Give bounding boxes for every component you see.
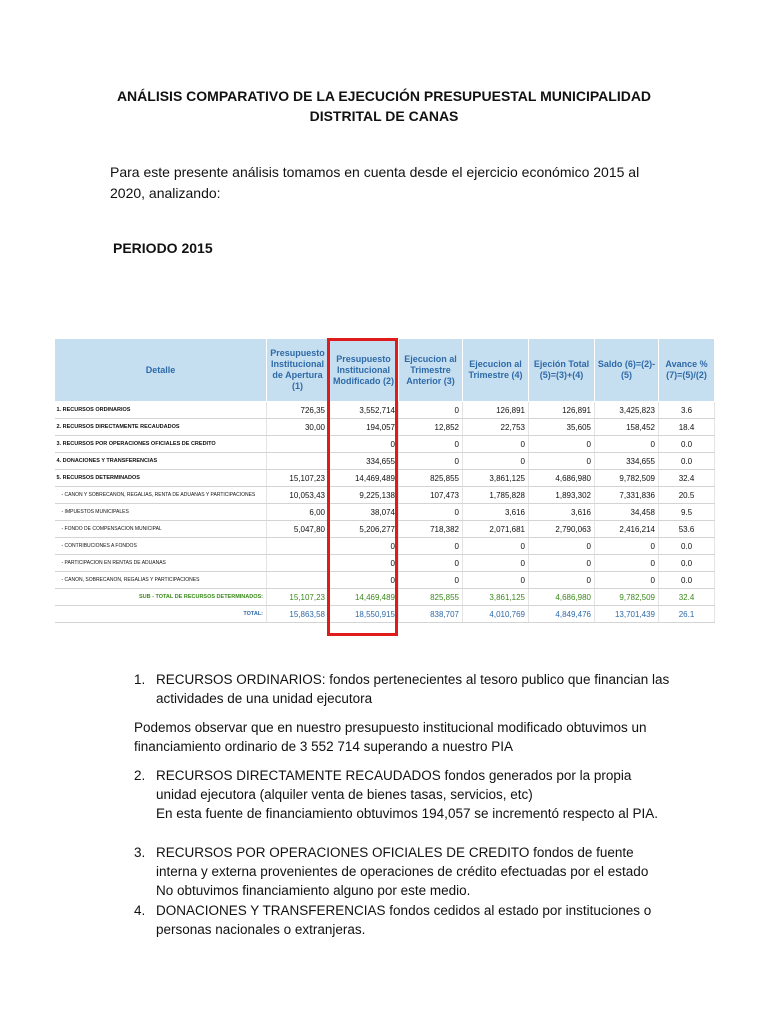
cell-detalle: - PARTICIPACION EN RENTAS DE ADUANAS xyxy=(55,555,267,572)
cell-detalle: - IMPUESTOS MUNICIPALES xyxy=(55,504,267,521)
cell-pim: 334,655 xyxy=(329,453,399,470)
cell-pim: 9,225,138 xyxy=(329,487,399,504)
cell-pia: 15,107,23 xyxy=(267,470,329,487)
cell-pia: 10,053,43 xyxy=(267,487,329,504)
list-extra: En esta fuente de financiamiento obtuvimos 194,057 se incrementó respecto al PIA. xyxy=(156,806,659,821)
list-text: RECURSOS DIRECTAMENTE RECAUDADOS fondos generados por la propia unidad ejecutora (alquiler venta de bienes tasas, servicios, etc) xyxy=(156,768,632,802)
cell-pia: 6,00 xyxy=(267,504,329,521)
cell-saldo: 0 xyxy=(595,436,659,453)
cell-ejecucion-total: 0 xyxy=(529,436,595,453)
cell-trimestre: 0 xyxy=(463,572,529,589)
cell-avance: 0.0 xyxy=(659,453,715,470)
cell-ejecucion-total: 0 xyxy=(529,572,595,589)
header-ejecucion-total: Ejeción Total (5)=(3)+(4) xyxy=(529,339,595,402)
cell-trimestre-anterior: 825,855 xyxy=(399,589,463,606)
list-number: 4. xyxy=(134,903,146,918)
cell-ejecucion-total: 4,849,476 xyxy=(529,606,595,623)
cell-trimestre-anterior: 107,473 xyxy=(399,487,463,504)
cell-avance: 0.0 xyxy=(659,555,715,572)
cell-pim: 0 xyxy=(329,572,399,589)
cell-pim: 0 xyxy=(329,538,399,555)
list-item-4 xyxy=(134,901,674,939)
cell-trimestre-anterior: 12,852 xyxy=(399,419,463,436)
cell-pia: 15,863,58 xyxy=(267,606,329,623)
cell-trimestre-anterior: 0 xyxy=(399,504,463,521)
cell-pia: 5,047,80 xyxy=(267,521,329,538)
cell-detalle: 4. DONACIONES Y TRANSFERENCIAS xyxy=(55,453,267,470)
cell-trimestre: 1,785,828 xyxy=(463,487,529,504)
cell-avance: 9.5 xyxy=(659,504,715,521)
cell-detalle: 3. RECURSOS POR OPERACIONES OFICIALES DE CREDITO xyxy=(55,436,267,453)
cell-saldo: 13,701,439 xyxy=(595,606,659,623)
cell-detalle: - CANON, SOBRECANON, REGALIAS Y PARTICIPACIONES xyxy=(55,572,267,589)
cell-trimestre: 3,616 xyxy=(463,504,529,521)
cell-ejecucion-total: 126,891 xyxy=(529,402,595,419)
cell-trimestre-anterior: 0 xyxy=(399,555,463,572)
cell-trimestre: 4,010,769 xyxy=(463,606,529,623)
header-avance: Avance % (7)=(5)/(2) xyxy=(659,339,715,402)
header-pim: Presupuesto Institucional Modificado (2) xyxy=(329,339,399,402)
list-number: 1. xyxy=(134,672,146,687)
title-line-2: DISTRITAL DE CANAS xyxy=(309,108,459,124)
cell-pim: 14,469,489 xyxy=(329,589,399,606)
cell-avance: 26.1 xyxy=(659,606,715,623)
cell-detalle: - FONDO DE COMPENSACION MUNICIPAL xyxy=(55,521,267,538)
cell-ejecucion-total: 4,686,980 xyxy=(529,470,595,487)
cell-avance: 32.4 xyxy=(659,589,715,606)
cell-saldo: 34,458 xyxy=(595,504,659,521)
cell-detalle: 1. RECURSOS ORDINARIOS xyxy=(55,402,267,419)
cell-avance: 0.0 xyxy=(659,572,715,589)
cell-saldo: 0 xyxy=(595,538,659,555)
cell-saldo: 9,782,509 xyxy=(595,589,659,606)
cell-saldo: 2,416,214 xyxy=(595,521,659,538)
cell-ejecucion-total: 0 xyxy=(529,538,595,555)
list-text: DONACIONES Y TRANSFERENCIAS fondos cedidos al estado por instituciones o personas nacionales o extranjeras. xyxy=(156,903,652,937)
cell-pia xyxy=(267,436,329,453)
cell-detalle: - CANON Y SOBRECANON, REGALIAS, RENTA DE ADUANAS Y PARTICIPACIONES xyxy=(55,487,267,504)
cell-pim: 14,469,489 xyxy=(329,470,399,487)
cell-avance: 20.5 xyxy=(659,487,715,504)
title-line-1: ANÁLISIS COMPARATIVO DE LA EJECUCIÓN PRESUPUESTAL MUNICIPALIDAD xyxy=(116,88,652,104)
cell-trimestre: 2,071,681 xyxy=(463,521,529,538)
cell-ejecucion-total: 3,616 xyxy=(529,504,595,521)
cell-ejecucion-total: 1,893,302 xyxy=(529,487,595,504)
cell-avance: 0.0 xyxy=(659,538,715,555)
cell-detalle: 2. RECURSOS DIRECTAMENTE RECAUDADOS xyxy=(55,419,267,436)
cell-trimestre: 22,753 xyxy=(463,419,529,436)
cell-trimestre: 3,861,125 xyxy=(463,470,529,487)
cell-trimestre-anterior: 718,382 xyxy=(399,521,463,538)
cell-pia: 726,35 xyxy=(267,402,329,419)
cell-saldo: 0 xyxy=(595,572,659,589)
cell-ejecucion-total: 4,686,980 xyxy=(529,589,595,606)
cell-trimestre-anterior: 0 xyxy=(399,538,463,555)
cell-pim: 5,206,277 xyxy=(329,521,399,538)
list-item-2 xyxy=(134,766,674,823)
list-number: 3. xyxy=(134,845,146,860)
cell-saldo: 158,452 xyxy=(595,419,659,436)
period-heading: PERIODO 2015 xyxy=(113,240,213,256)
list-text: RECURSOS POR OPERACIONES OFICIALES DE CREDITO fondos de fuente interna y externa provenientes de operaciones de crédito efectuadas por el estado xyxy=(156,845,649,879)
list-extra: No obtuvimos financiamiento alguno por este medio. xyxy=(156,883,471,898)
cell-saldo: 7,331,836 xyxy=(595,487,659,504)
cell-trimestre: 3,861,125 xyxy=(463,589,529,606)
cell-detalle: TOTAL: xyxy=(55,606,267,623)
cell-trimestre-anterior: 0 xyxy=(399,402,463,419)
cell-pim: 38,074 xyxy=(329,504,399,521)
header-trimestre-anterior: Ejecucion al Trimestre Anterior (3) xyxy=(399,339,463,402)
header-saldo: Saldo (6)=(2)-(5) xyxy=(595,339,659,402)
cell-pia xyxy=(267,538,329,555)
cell-trimestre: 0 xyxy=(463,555,529,572)
cell-saldo: 3,425,823 xyxy=(595,402,659,419)
cell-avance: 53.6 xyxy=(659,521,715,538)
cell-pim: 0 xyxy=(329,436,399,453)
cell-trimestre: 0 xyxy=(463,436,529,453)
header-detalle: Detalle xyxy=(55,339,267,402)
cell-pia xyxy=(267,453,329,470)
cell-ejecucion-total: 35,605 xyxy=(529,419,595,436)
cell-pim: 3,552,714 xyxy=(329,402,399,419)
cell-avance: 3.6 xyxy=(659,402,715,419)
cell-avance: 32.4 xyxy=(659,470,715,487)
cell-pim: 194,057 xyxy=(329,419,399,436)
document-title xyxy=(0,86,768,126)
header-pia: Presupuesto Institucional de Apertura (1) xyxy=(267,339,329,402)
intro-paragraph: Para este presente análisis tomamos en cuenta desde el ejercicio económico 2015 al 2020, analizando: xyxy=(110,164,640,201)
cell-ejecucion-total: 2,790,063 xyxy=(529,521,595,538)
cell-trimestre-anterior: 825,855 xyxy=(399,470,463,487)
cell-trimestre: 0 xyxy=(463,538,529,555)
cell-pia xyxy=(267,555,329,572)
cell-trimestre-anterior: 0 xyxy=(399,453,463,470)
cell-pia: 30,00 xyxy=(267,419,329,436)
cell-detalle: 5. RECURSOS DETERMINADOS xyxy=(55,470,267,487)
cell-saldo: 9,782,509 xyxy=(595,470,659,487)
header-trimestre: Ejecucion al Trimestre (4) xyxy=(463,339,529,402)
cell-ejecucion-total: 0 xyxy=(529,555,595,572)
cell-detalle: - CONTRIBUCIONES A FONDOS xyxy=(55,538,267,555)
cell-pim: 0 xyxy=(329,555,399,572)
list-text: RECURSOS ORDINARIOS: fondos pertenecientes al tesoro publico que financian las actividades de una unidad ejecutora xyxy=(156,672,670,706)
cell-saldo: 0 xyxy=(595,555,659,572)
cell-pim: 18,550,915 xyxy=(329,606,399,623)
cell-trimestre: 126,891 xyxy=(463,402,529,419)
cell-pia xyxy=(267,572,329,589)
cell-ejecucion-total: 0 xyxy=(529,453,595,470)
cell-pia: 15,107,23 xyxy=(267,589,329,606)
observation-paragraph: Podemos observar que en nuestro presupuesto institucional modificado obtuvimos un financiamiento ordinario de 3 552 714 superando a nuestro PIA xyxy=(134,720,647,754)
list-item-1 xyxy=(134,670,674,708)
cell-saldo: 334,655 xyxy=(595,453,659,470)
cell-trimestre-anterior: 838,707 xyxy=(399,606,463,623)
list-item-3 xyxy=(134,843,674,900)
cell-avance: 0.0 xyxy=(659,436,715,453)
cell-detalle: SUB - TOTAL DE RECURSOS DETERMINADOS: xyxy=(55,589,267,606)
cell-trimestre-anterior: 0 xyxy=(399,436,463,453)
pim-highlight-box xyxy=(327,338,398,636)
list-number: 2. xyxy=(134,768,146,783)
cell-trimestre-anterior: 0 xyxy=(399,572,463,589)
cell-avance: 18.4 xyxy=(659,419,715,436)
cell-trimestre: 0 xyxy=(463,453,529,470)
